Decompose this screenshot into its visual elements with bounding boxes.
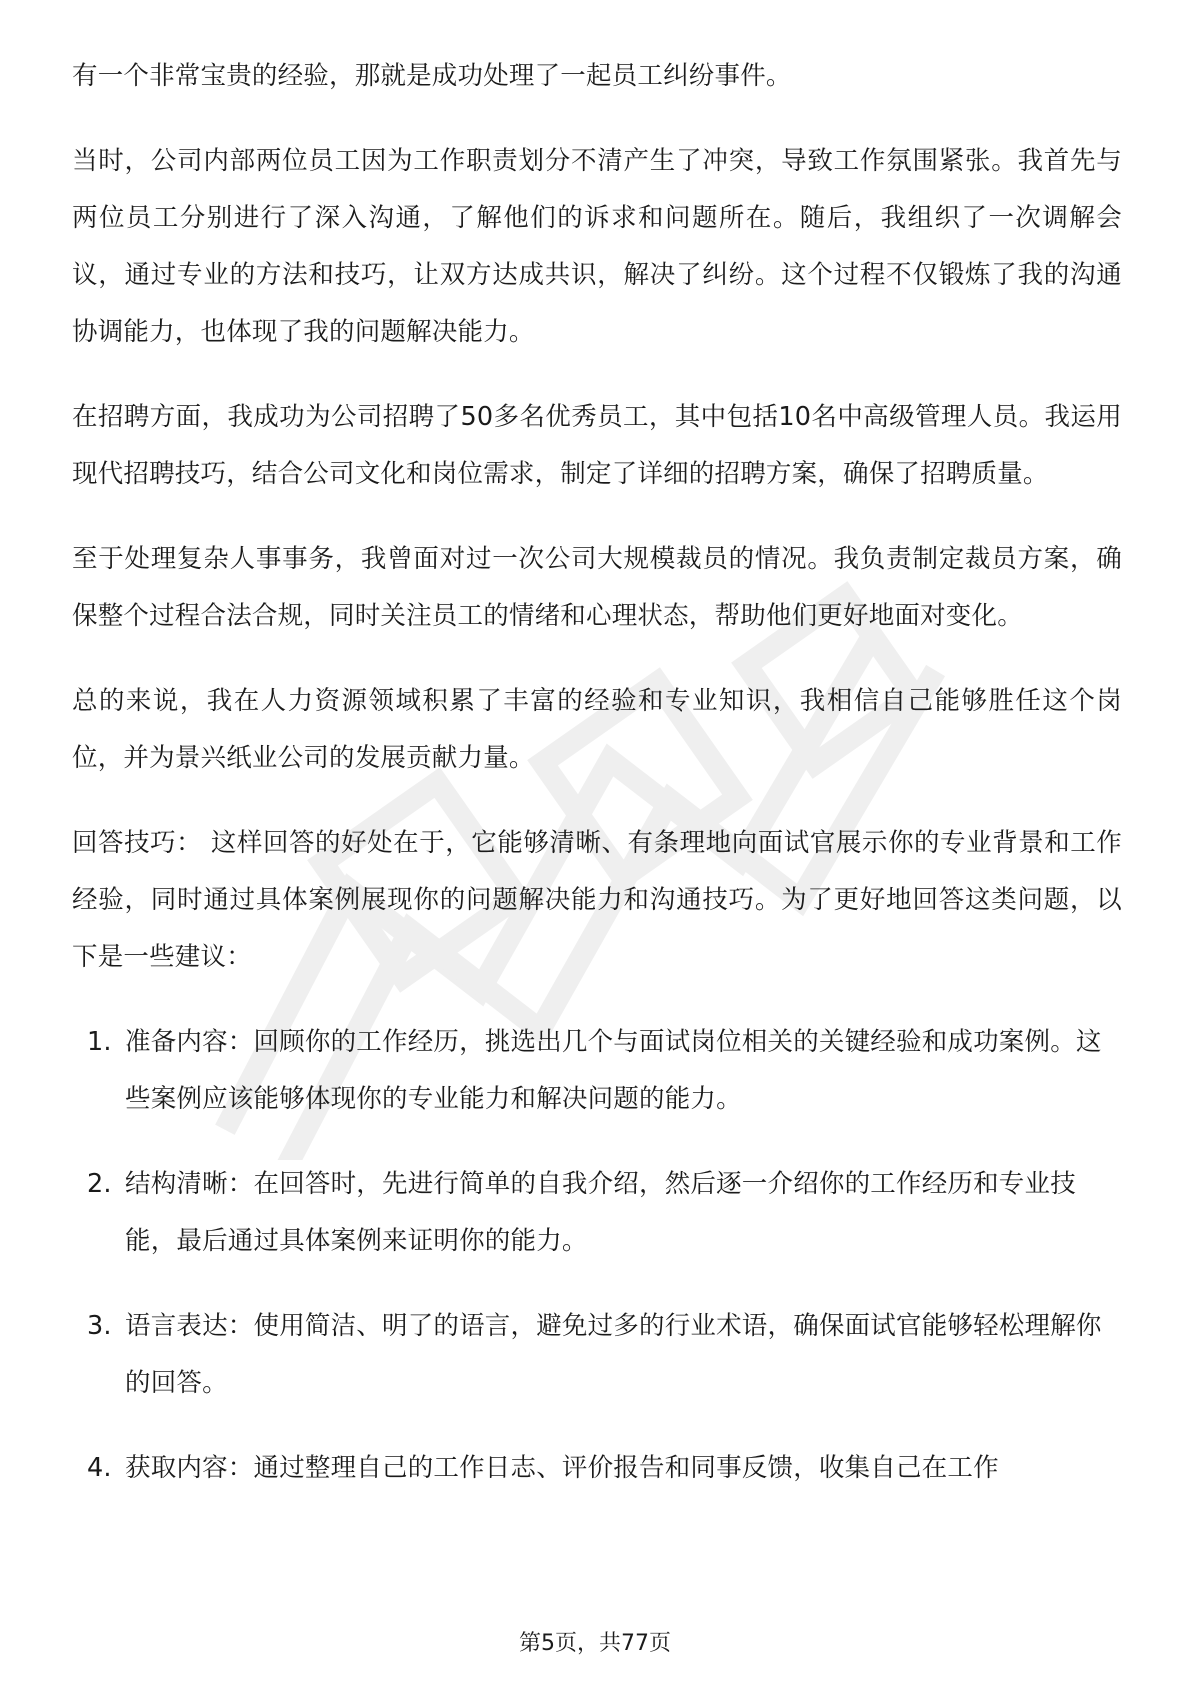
paragraph-summary: 总的来说，我在人力资源领域积累了丰富的经验和专业知识，我相信自己能够胜任这个岗位，并为景兴纸业公司的发展贡献力量。 xyxy=(72,686,1122,773)
list-item-text: 获取内容：通过整理自己的工作日志、评价报告和同事反馈，收集自己在工作 xyxy=(125,1453,999,1483)
paragraph-answer-tips: 回答技巧： 这样回答的好处在于，它能够清晰、有条理地向面试官展示你的专业背景和工作经验，同时通过具体案例展现你的问题解决能力和沟通技巧。为了更好地回答这类问题，以下是一些建议： xyxy=(72,828,1122,972)
tips-list xyxy=(72,1014,1122,1497)
list-item xyxy=(72,1440,1122,1497)
page-footer: 第5页，共77页 xyxy=(519,1631,671,1656)
list-item-number: 1. xyxy=(87,1027,112,1057)
list-item-number: 4. xyxy=(87,1453,112,1483)
list-item xyxy=(72,1298,1122,1412)
list-item-text: 语言表达：使用简洁、明了的语言，避免过多的行业术语，确保面试官能够轻松理解你的回答。 xyxy=(125,1311,1102,1398)
list-item-number: 3. xyxy=(87,1311,112,1341)
list-item-text: 准备内容：回顾你的工作经历，挑选出几个与面试岗位相关的关键经验和成功案例。这些案例应该能够体现你的专业能力和解决问题的能力。 xyxy=(125,1027,1102,1114)
list-item xyxy=(72,1014,1122,1128)
list-item xyxy=(72,1156,1122,1270)
list-item-text: 结构清晰：在回答时，先进行简单的自我介绍，然后逐一介绍你的工作经历和专业技能，最后通过具体案例来证明你的能力。 xyxy=(125,1169,1076,1256)
list-item-number: 2. xyxy=(87,1169,112,1199)
paragraph-layoffs: 至于处理复杂人事事务，我曾面对过一次公司大规模裁员的情况。我负责制定裁员方案，确保整个过程合法合规，同时关注员工的情绪和心理状态，帮助他们更好地面对变化。 xyxy=(72,544,1122,631)
paragraph-dispute-intro: 有一个非常宝贵的经验，那就是成功处理了一起员工纠纷事件。 xyxy=(72,61,792,91)
paragraph-recruitment: 在招聘方面，我成功为公司招聘了50多名优秀员工，其中包括10名中高级管理人员。我运用现代招聘技巧，结合公司文化和岗位需求，制定了详细的招聘方案，确保了招聘质量。 xyxy=(72,402,1122,489)
document-body xyxy=(72,48,1122,1525)
paragraph-dispute-detail: 当时，公司内部两位员工因为工作职责划分不清产生了冲突，导致工作氛围紧张。我首先与两位员工分别进行了深入沟通，了解他们的诉求和问题所在。随后，我组织了一次调解会议，通过专业的方法和技巧，让双方达成共识，解决了纠纷。这个过程不仅锻炼了我的沟通协调能力，也体现了我的问题解决能力。 xyxy=(72,146,1122,347)
